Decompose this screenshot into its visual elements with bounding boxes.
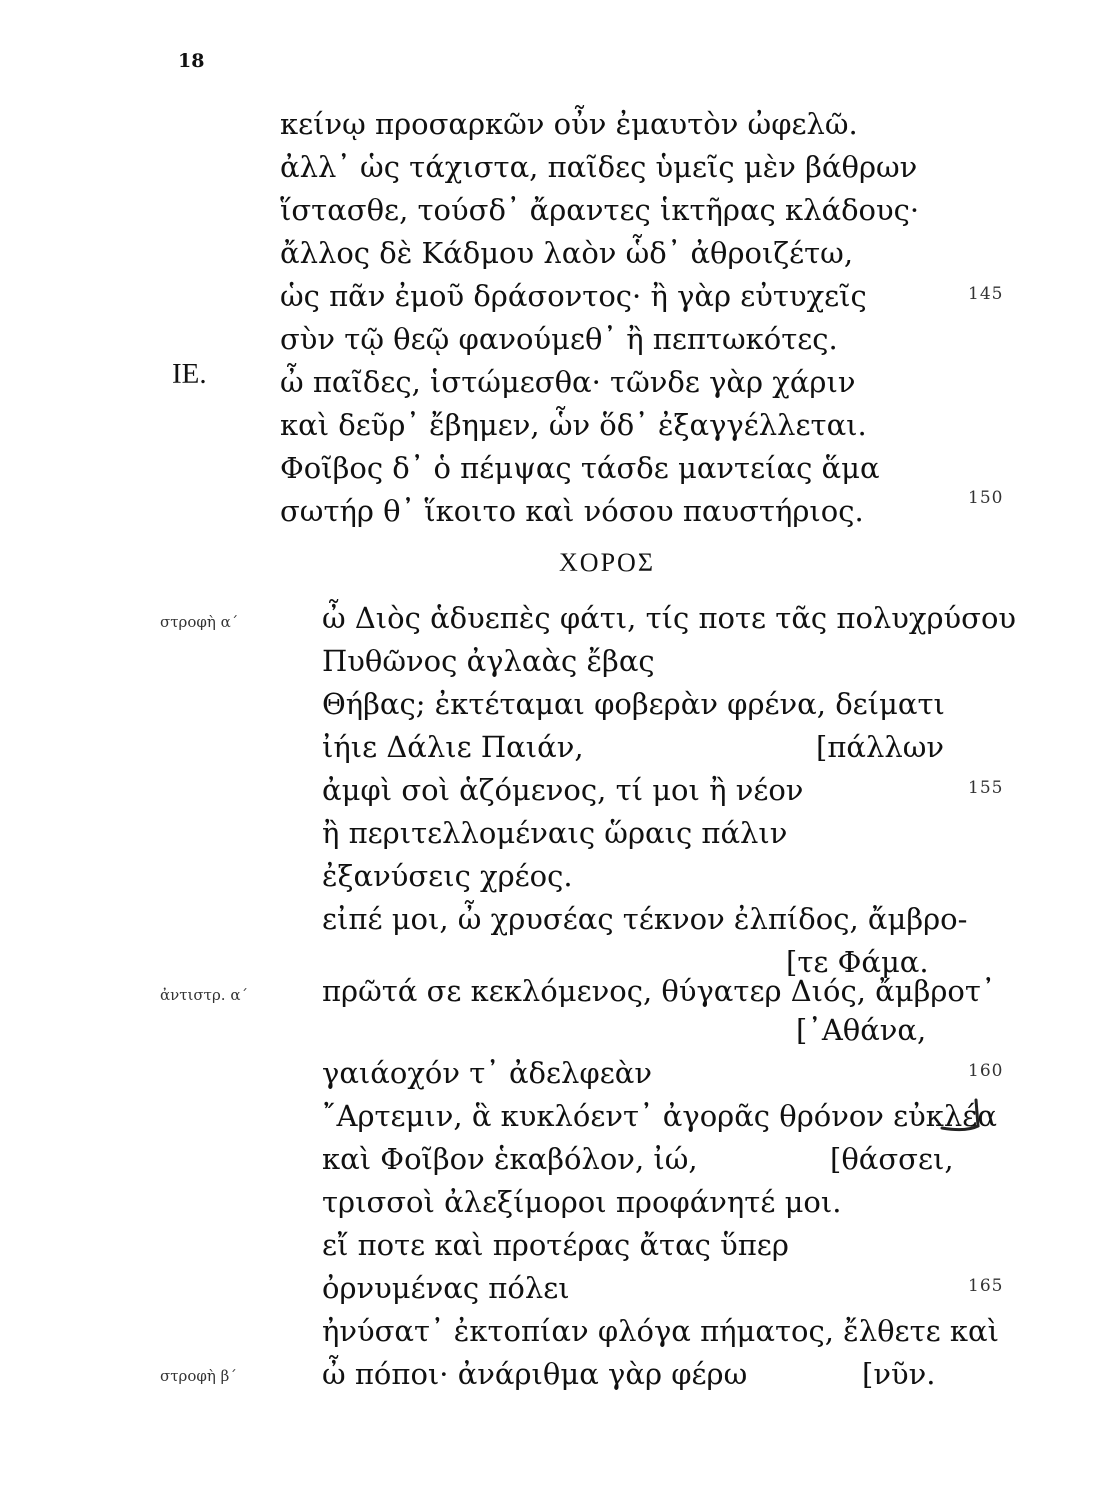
verse-overflow-fragment: [νῦν. bbox=[862, 1357, 936, 1391]
verse-line: ἵστασθε, τούσδ᾽ ἄραντες ἱκτῆρας κλάδους· bbox=[280, 193, 920, 227]
verse-line: ἰήιε Δάλιε Παιάν, bbox=[322, 730, 584, 764]
verse-line: ὦ παῖδες, ἱστώμεσθα· τῶνδε γὰρ χάριν bbox=[280, 365, 856, 399]
line-number: 155 bbox=[968, 778, 1004, 798]
verse-line: ἀλλ᾽ ὡς τάχιστα, παῖδες ὑμεῖς μὲν βάθρων bbox=[280, 150, 918, 184]
verse-line: ῎Αρτεμιν, ἃ κυκλόεντ᾽ ἀγορᾶς θρόνον εὐκλέα bbox=[322, 1099, 997, 1133]
margin-label-strophe: στροφὴ α´ bbox=[160, 613, 239, 631]
verse-overflow-fragment: [τε Φάμα. bbox=[786, 945, 929, 979]
verse-line: ἠνύσατ᾽ ἐκτοπίαν φλόγα πήματος, ἔλθετε καὶ bbox=[322, 1314, 999, 1348]
section-heading bbox=[0, 548, 1104, 578]
verse-line: καὶ δεῦρ᾽ ἔβημεν, ὧν ὅδ᾽ ἐξαγγέλλεται. bbox=[280, 408, 867, 442]
verse-line: σωτήρ θ᾽ ἵκοιτο καὶ νόσου παυστήριος. bbox=[280, 494, 864, 528]
line-number: 150 bbox=[968, 488, 1004, 508]
verse-line: Φοῖβος δ᾽ ὁ πέμψας τάσδε μαντείας ἅμα bbox=[280, 451, 880, 485]
margin-label-antistrophe: ἀντιστρ. α´ bbox=[160, 986, 248, 1004]
verse-line: Θήβας; ἐκτέταμαι φοβερὰν φρένα, δείματι bbox=[322, 687, 945, 721]
verse-line: πρῶτά σε κεκλόμενος, θύγατερ Διός, ἄμβροτ᾽ bbox=[322, 974, 996, 1008]
line-number: 145 bbox=[968, 284, 1004, 304]
verse-line: σὺν τῷ θεῷ φανούμεθ᾽ ἢ πεπτωκότες. bbox=[280, 322, 838, 356]
verse-line: τρισσοὶ ἀλεξίμοροι προφάνητέ μοι. bbox=[322, 1185, 842, 1219]
verse-overflow-fragment: [πάλλων bbox=[816, 730, 944, 764]
verse-line: ὦ Διὸς ἁδυεπὲς φάτι, τίς ποτε τᾶς πολυχρύσου bbox=[322, 601, 1017, 635]
verse-line: ὀρνυμένας πόλει bbox=[322, 1271, 570, 1305]
section-heading-text: ΧΟΡΟΣ bbox=[559, 548, 655, 577]
verse-line: καὶ Φοῖβον ἑκαβόλον, ἰώ, bbox=[322, 1142, 698, 1176]
speaker-label: ΙΕ. bbox=[172, 358, 207, 390]
verse-overflow-fragment: [θάσσει, bbox=[830, 1142, 954, 1176]
verse-line: ἐξανύσεις χρέος. bbox=[322, 859, 573, 893]
page-number: 18 bbox=[178, 50, 205, 72]
line-number: 160 bbox=[968, 1061, 1004, 1081]
verse-line: εἰπέ μοι, ὦ χρυσέας τέκνον ἐλπίδος, ἄμβρο- bbox=[322, 902, 968, 936]
verse-line: ἄλλος δὲ Κάδμου λαὸν ὧδ᾽ ἀθροιζέτω, bbox=[280, 236, 854, 270]
handwritten-bracket-mark bbox=[936, 1096, 988, 1140]
margin-label-strophe: στροφὴ β´ bbox=[160, 1367, 237, 1385]
verse-line: γαιάοχόν τ᾽ ἀδελφεὰν bbox=[322, 1056, 652, 1090]
verse-line: ἢ περιτελλομέναις ὥραις πάλιν bbox=[322, 816, 788, 850]
verse-line: ὡς πᾶν ἐμοῦ δράσοντος· ἢ γὰρ εὐτυχεῖς bbox=[280, 279, 867, 313]
line-number: 165 bbox=[968, 1276, 1004, 1296]
verse-overflow-fragment: [᾽Αθάνα, bbox=[796, 1013, 927, 1047]
verse-line: Πυθῶνος ἀγλαὰς ἔβας bbox=[322, 644, 655, 678]
verse-line: εἴ ποτε καὶ προτέρας ἄτας ὕπερ bbox=[322, 1228, 789, 1262]
verse-line: ἀμφὶ σοὶ ἁζόμενος, τί μοι ἢ νέον bbox=[322, 773, 804, 807]
verse-line: κείνῳ προσαρκῶν οὖν ἐμαυτὸν ὠφελῶ. bbox=[280, 107, 858, 141]
verse-line: ὦ πόποι· ἀνάριθμα γὰρ φέρω bbox=[322, 1357, 748, 1391]
